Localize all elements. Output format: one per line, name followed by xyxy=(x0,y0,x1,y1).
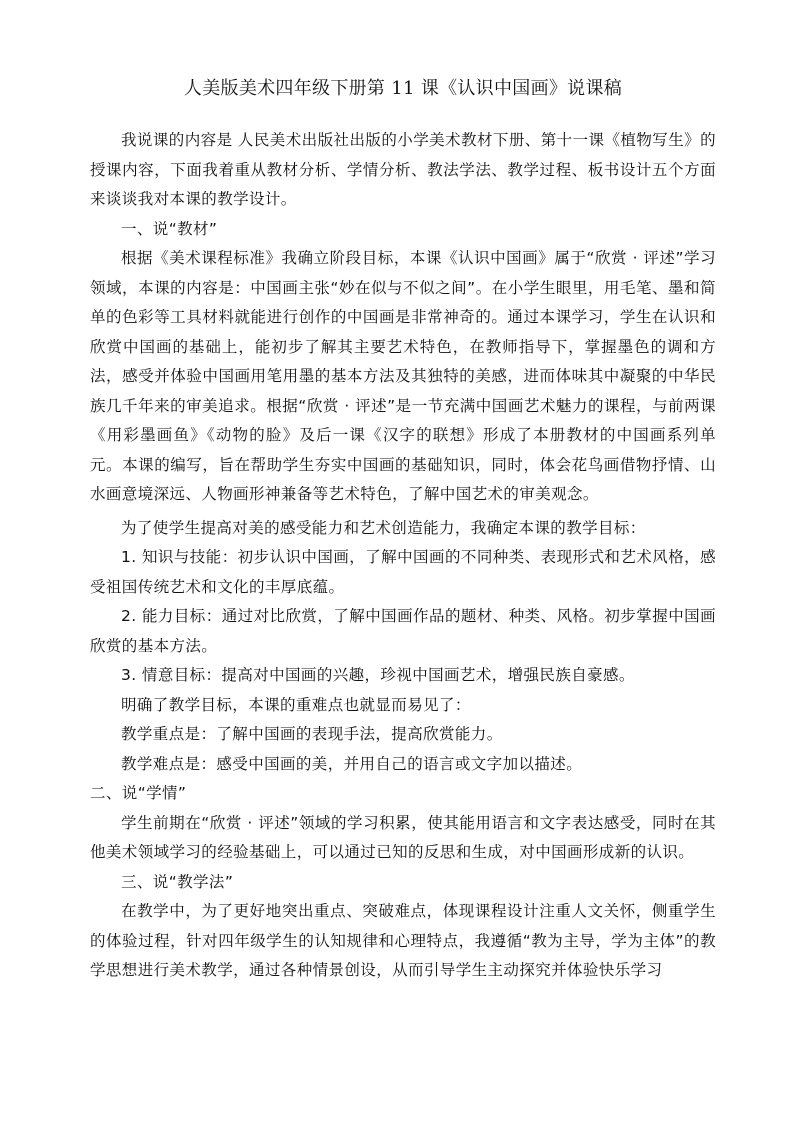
document-page xyxy=(90,76,716,986)
difficult-point-paragraph: 教学难点是：感受中国画的美，并用自己的语言或文字加以描述。 xyxy=(121,754,583,773)
document-title: 人美版美术四年级下册第 11 课《认识中国画》说课稿 xyxy=(183,78,623,99)
section1-paragraph: 根据《美术课程标准》我确立阶段目标，本课《认识中国画》属于“欣赏 · 评述”学习领域，本课的内容是：中国画主张“妙在似与不似之间”。在小学生眼里，用毛笔、墨和简单的色彩等工具材料就能进行创作的中国画是非常神奇的。通过本课学习，学生在认识和欣赏中国画的基础上，能初步了解其主要艺术特色，在教师指导下，掌握墨色的调和方法，感受并体验中国画用笔用墨的基本方法及其独特的美感，进而体味其中凝聚的中华民族几千年来的审美追求。根据“欣赏 · 评述”是一节充满中国画艺术魅力的课程，与前两课《用彩墨画鱼》《动物的脸》及后一课《汉字的联想》形成了本册教材的中国画系列单元。本课的编写，旨在帮助学生夯实中国画的基础知识，同时，体会花鸟画借物抒情、山水画意境深远、人物画形神兼备等艺术特色，了解中国艺术的审美观念。 xyxy=(90,249,716,503)
section3-paragraph: 在教学中，为了更好地突出重点、突破难点，体现课程设计注重人文关怀，侧重学生的体验过程，针对四年级学生的认知规律和心理特点，我遵循“教为主导，学为主体”的教学思想进行美术教学，通过各种情景创设，从而引导学生主动探究并体验快乐学习 xyxy=(90,902,716,979)
goal-1-paragraph: 1. 知识与技能：初步认识中国画，了解中国画的不同种类、表现形式和艺术风格，感受祖国传统艺术和文化的丰厚底蕴。 xyxy=(90,548,716,596)
key-intro-paragraph: 明确了教学目标，本课的重难点也就显而易见了： xyxy=(121,695,471,714)
goals-intro-paragraph: 为了使学生提高对美的感受能力和艺术创造能力，我确定本课的教学目标： xyxy=(121,518,646,537)
section2-paragraph: 学生前期在“欣赏 · 评述”领域的学习积累，使其能用语言和文字表达感受，同时在其他美术领域学习的经验基础上，可以通过已知的反思和生成，对中国画形成新的认识。 xyxy=(90,813,716,861)
intro-paragraph: 我说课的内容是 人民美术出版社出版的小学美术教材下册、第十一课《植物写生》的授课内容，下面我着重从教材分析、学情分析、教法学法、教学过程、板书设计五个方面来谈谈我对本课的教学设计。 xyxy=(90,131,716,208)
key-point-paragraph: 教学重点是：了解中国画的表现手法，提高欣赏能力。 xyxy=(121,725,503,743)
section1-heading: 一、说“教材” xyxy=(121,219,218,238)
section3-heading: 三、说“教学法” xyxy=(121,872,234,891)
goal-3-paragraph: 3. 情意目标：提高对中国画的兴趣，珍视中国画艺术，增强民族自豪感。 xyxy=(121,666,635,684)
section2-heading: 二、说“学情” xyxy=(90,784,187,802)
goal-2-paragraph: 2. 能力目标：通过对比欣赏，了解中国画作品的题材、种类、风格。初步掌握中国画欣赏的基本方法。 xyxy=(90,607,716,655)
